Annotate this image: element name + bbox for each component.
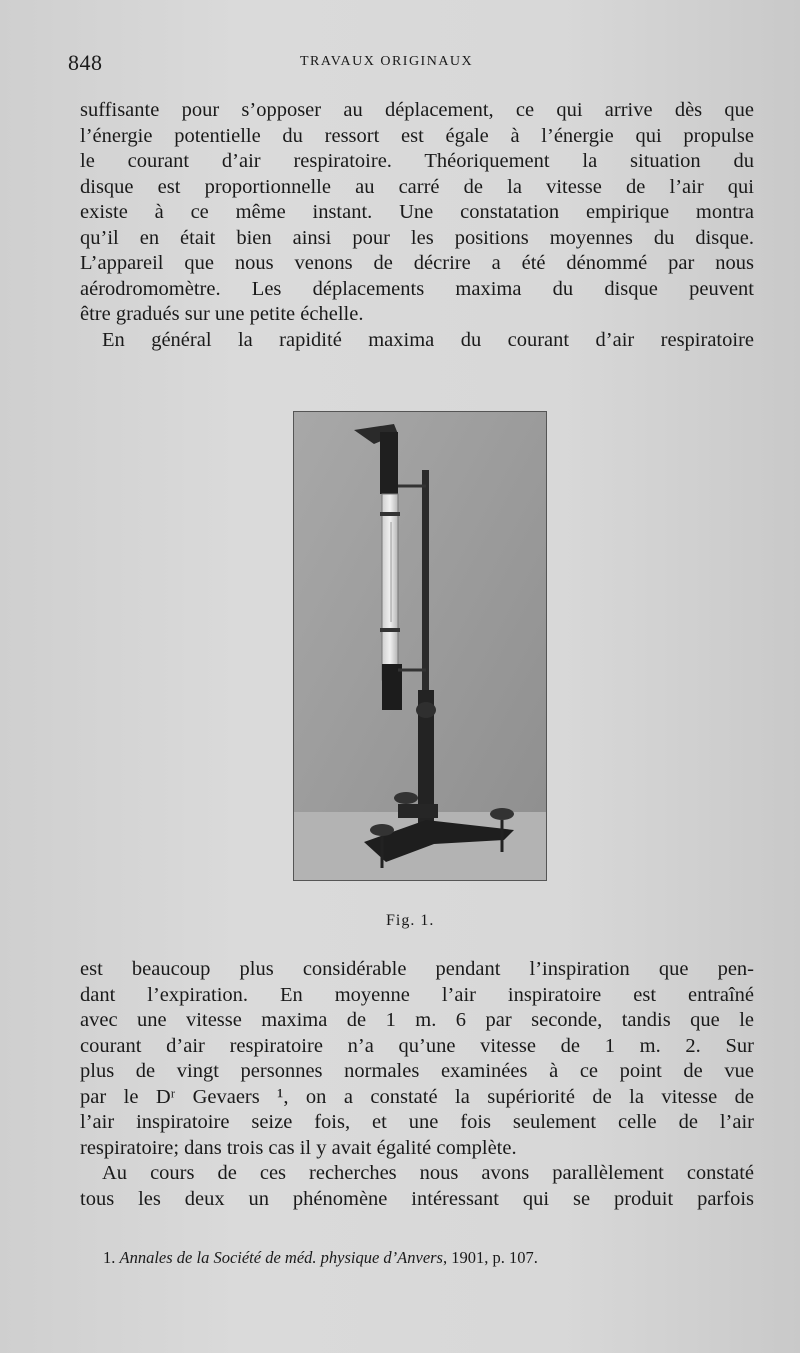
page-header [68, 50, 748, 80]
text-line: qu’il en était bien ainsi pour les positions moyennes du disque. [80, 226, 754, 249]
text-line: Au cours de ces recherches nous avons parallèlement constaté [102, 1162, 754, 1184]
text-line: est beaucoup plus considérable pendant l’inspiration que pen- [80, 958, 754, 980]
text-line: par le Dʳ Gevaers ¹, on a constaté la supériorité de la vitesse de [80, 1085, 754, 1108]
text-line: aérodromomètre. Les déplacements maxima du disque peuvent [80, 277, 754, 300]
text-line: l’énergie potentielle du ressort est égale à l’énergie qui propulse [80, 124, 754, 147]
page-number: 848 [68, 50, 103, 75]
text-line: En général la rapidité maxima du courant d’air respiratoire [102, 328, 754, 351]
text-line: plus de vingt personnes normales examinées à ce point de vue [80, 1060, 754, 1082]
text-line: disque est proportionnelle au carré de la vitesse de l’air qui [80, 175, 754, 198]
text-line: le courant d’air respiratoire. Théoriquement la situation du [80, 150, 754, 172]
text-line: existe à ce même instant. Une constatation empirique montra [80, 201, 754, 223]
paragraph-top [80, 98, 754, 353]
footnote-number: 1. [103, 1248, 116, 1267]
text-line: respiratoire; dans trois cas il y avait égalité complète. [80, 1136, 517, 1159]
text-line: dant l’expiration. En moyenne l’air inspiratoire est entraîné [80, 983, 754, 1006]
aerodromometer-illustration [294, 412, 546, 880]
text-line: avec une vitesse maxima de 1 m. 6 par seconde, tandis que le [80, 1009, 754, 1031]
footnote [103, 1248, 723, 1268]
running-title: TRAVAUX ORIGINAUX [300, 54, 474, 69]
text-line: être gradués sur une petite échelle. [80, 303, 364, 325]
figure-photo [293, 411, 547, 881]
footnote-journal: Annales de la Société de méd. physique d’Anvers [119, 1248, 443, 1267]
text-line: l’air inspiratoire seize fois, et une fois seulement celle de l’air [80, 1111, 754, 1133]
text-line: courant d’air respiratoire n’a qu’une vitesse de 1 m. 2. Sur [80, 1034, 754, 1057]
text-line: tous les deux un phénomène intéressant qui se produit parfois [80, 1187, 754, 1210]
footnote-details: , 1901, p. 107. [442, 1248, 538, 1267]
text-line: L’appareil que nous venons de décrire a été dénommé par nous [80, 252, 754, 274]
figure-caption: Fig. 1. [386, 912, 435, 929]
paragraph-bottom [80, 957, 754, 1212]
text-line: suffisante pour s’opposer au déplacement, ce qui arrive dès que [80, 99, 754, 121]
